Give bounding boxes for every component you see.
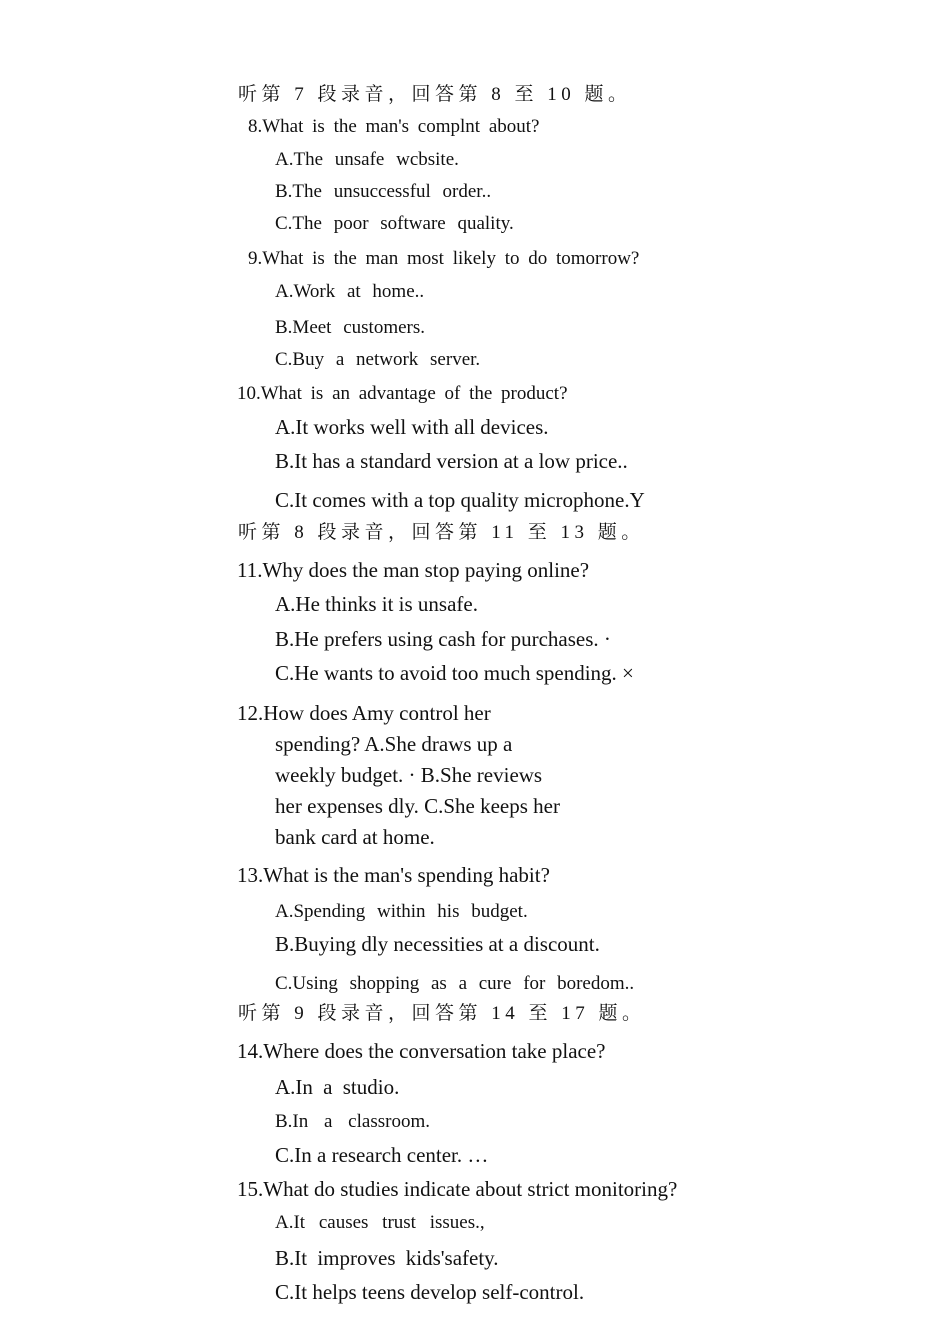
section-heading-7: 听第 7 段录音，回答第 8 至 10 题。 xyxy=(238,84,632,105)
question-14-option-a: A.In a studio. xyxy=(275,1075,400,1099)
question-15: 15.What do studies indicate about strict monitoring? xyxy=(237,1177,678,1201)
question-15-option-c: C.It helps teens develop self-control. xyxy=(275,1280,585,1304)
question-13-option-b: B.Buying dly necessities at a discount. xyxy=(275,932,600,956)
question-13: 13.What is the man's spending habit? xyxy=(237,863,550,887)
question-12-line-4: her expenses dly. C.She keeps her xyxy=(275,794,560,818)
question-15-option-a: A.It causes trust issues., xyxy=(275,1212,485,1233)
question-14: 14.Where does the conversation take place? xyxy=(237,1039,606,1063)
question-9-option-c: C.Buy a network server. xyxy=(275,349,481,370)
question-11: 11.Why does the man stop paying online? xyxy=(237,558,590,582)
question-11-option-c: C.He wants to avoid too much spending. × xyxy=(275,661,634,685)
question-8: 8.What is the man's complnt about? xyxy=(248,116,540,137)
question-9-option-b: B.Meet customers. xyxy=(275,317,426,338)
question-15-option-b: B.It improves kids'safety. xyxy=(275,1246,499,1270)
question-10-option-b: B.It has a standard version at a low price.. xyxy=(275,449,628,473)
section-heading-8: 听第 8 段录音，回答第 11 至 13 题。 xyxy=(238,522,645,543)
question-14-option-b: B.In a classroom. xyxy=(275,1111,430,1132)
question-13-option-a: A.Spending within his budget. xyxy=(275,901,528,922)
question-13-option-c: C.Using shopping as a cure for boredom.. xyxy=(275,973,635,994)
question-8-option-a: A.The unsafe wcbsite. xyxy=(275,149,459,170)
question-12-line-1: 12.How does Amy control her xyxy=(237,701,491,725)
question-12-line-5: bank card at home. xyxy=(275,825,435,849)
question-10: 10.What is an advantage of the product? xyxy=(237,383,568,404)
question-8-option-b: B.The unsuccessful order.. xyxy=(275,181,492,202)
question-12-line-2: spending? A.She draws up a xyxy=(275,732,513,756)
question-12-line-3: weekly budget. · B.She reviews xyxy=(275,763,543,787)
question-11-option-b: B.He prefers using cash for purchases. · xyxy=(275,627,611,651)
question-9-option-a: A.Work at home.. xyxy=(275,281,425,302)
question-14-option-c: C.In a research center. … xyxy=(275,1143,489,1167)
question-11-option-a: A.He thinks it is unsafe. xyxy=(275,592,478,616)
question-9: 9.What is the man most likely to do tomorrow? xyxy=(248,248,640,269)
question-10-option-a: A.It works well with all devices. xyxy=(275,415,549,439)
question-10-option-c: C.It comes with a top quality microphone.Y xyxy=(275,488,645,512)
section-heading-9: 听第 9 段录音，回答第 14 至 17 题。 xyxy=(238,1003,646,1024)
question-8-option-c: C.The poor software quality. xyxy=(275,213,514,234)
